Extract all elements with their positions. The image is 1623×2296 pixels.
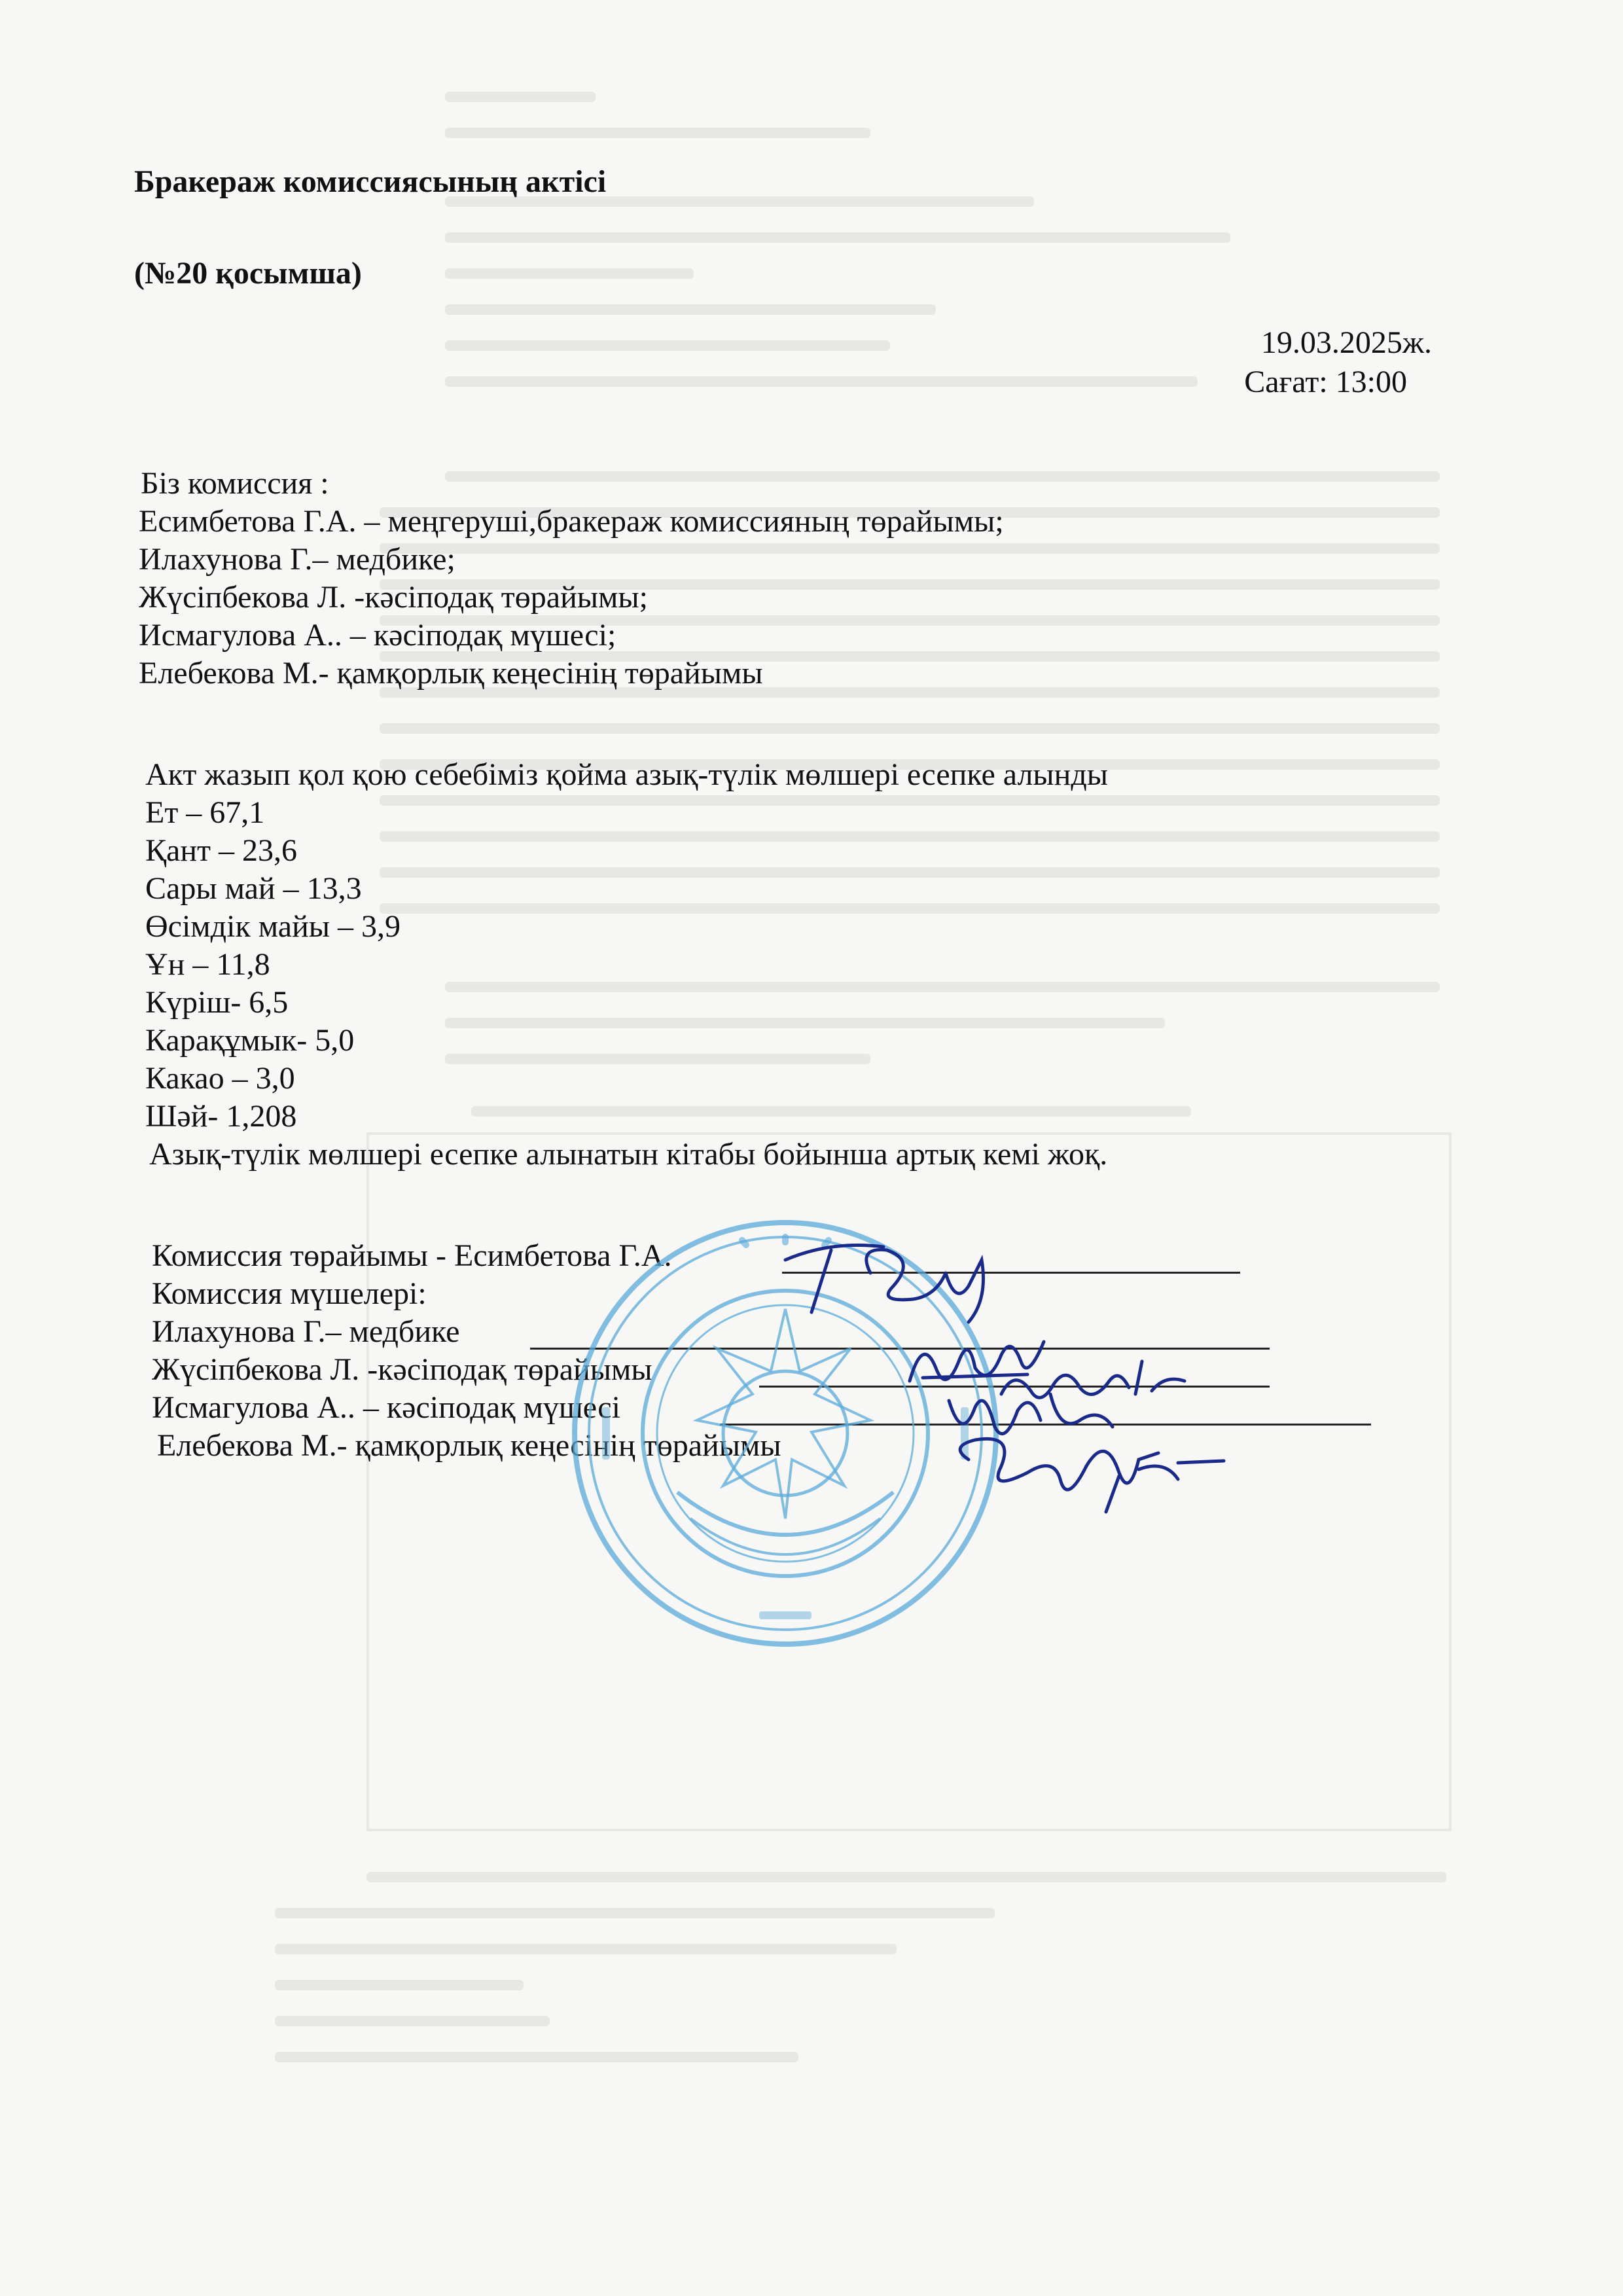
commission-member: Исмагулова А.. – кәсіподақ мүшесі;: [139, 618, 616, 653]
commission-member: Жүсіпбекова Л. -кәсіподақ төрайымы;: [139, 580, 648, 615]
inventory-item: Қант – 23,6: [145, 833, 297, 868]
inventory-item: Какао – 3,0: [145, 1061, 295, 1096]
inventory-item: Өсімдік майы – 3,9: [145, 909, 401, 944]
chair-handwritten-signature: [772, 1234, 1008, 1325]
inventory-item: Ет – 67,1: [145, 795, 265, 830]
document-time: Сағат: 13:00: [1244, 365, 1407, 399]
inventory-intro: Акт жазып қол қою себебіміз қойма азық-түлік мөлшері есепке алынды: [145, 757, 1109, 792]
member-signature-label: Жүсіпбекова Л. -кәсіподақ төрайымы: [152, 1352, 652, 1387]
commission-member: Есимбетова Г.А. – меңгеруші,бракераж комиссияның төрайымы;: [139, 504, 1004, 539]
document-title: Бракераж комиссиясының актісі: [134, 164, 607, 199]
member-signature-label: Елебекова М.- қамқорлық кеңесінің төрайымы: [157, 1428, 781, 1463]
document-date: 19.03.2025ж.: [1260, 325, 1432, 360]
commission-member: Илахунова Г.– медбике;: [139, 542, 455, 577]
member-signature-label: Исмагулова А.. – кәсіподақ мүшесі: [152, 1390, 620, 1425]
chair-signature-label: Комиссия төрайымы - Есимбетова Г.А.: [152, 1238, 672, 1273]
member-signature-label: Илахунова Г.– медбике: [152, 1314, 460, 1349]
inventory-item: Күріш- 6,5: [145, 985, 289, 1020]
commission-member: Елебекова М.- қамқорлық кеңесінің төрайымы: [139, 656, 763, 691]
inventory-item: Сары май – 13,3: [145, 871, 362, 906]
commission-intro: Біз комиссия :: [141, 466, 329, 501]
inventory-item: Карақұмык- 5,0: [145, 1023, 355, 1058]
inventory-item: Ұн – 11,8: [145, 947, 270, 982]
inventory-conclusion: Азық-түлік мөлшері есепке алынатын кітабы бойынша артық кемі жоқ.: [149, 1137, 1108, 1172]
members-label: Комиссия мүшелері:: [152, 1276, 427, 1311]
inventory-item: Шәй- 1,208: [145, 1099, 297, 1134]
council-chair-handwritten-signature: [942, 1420, 1230, 1518]
appendix-number: (№20 қосымша): [134, 256, 362, 291]
